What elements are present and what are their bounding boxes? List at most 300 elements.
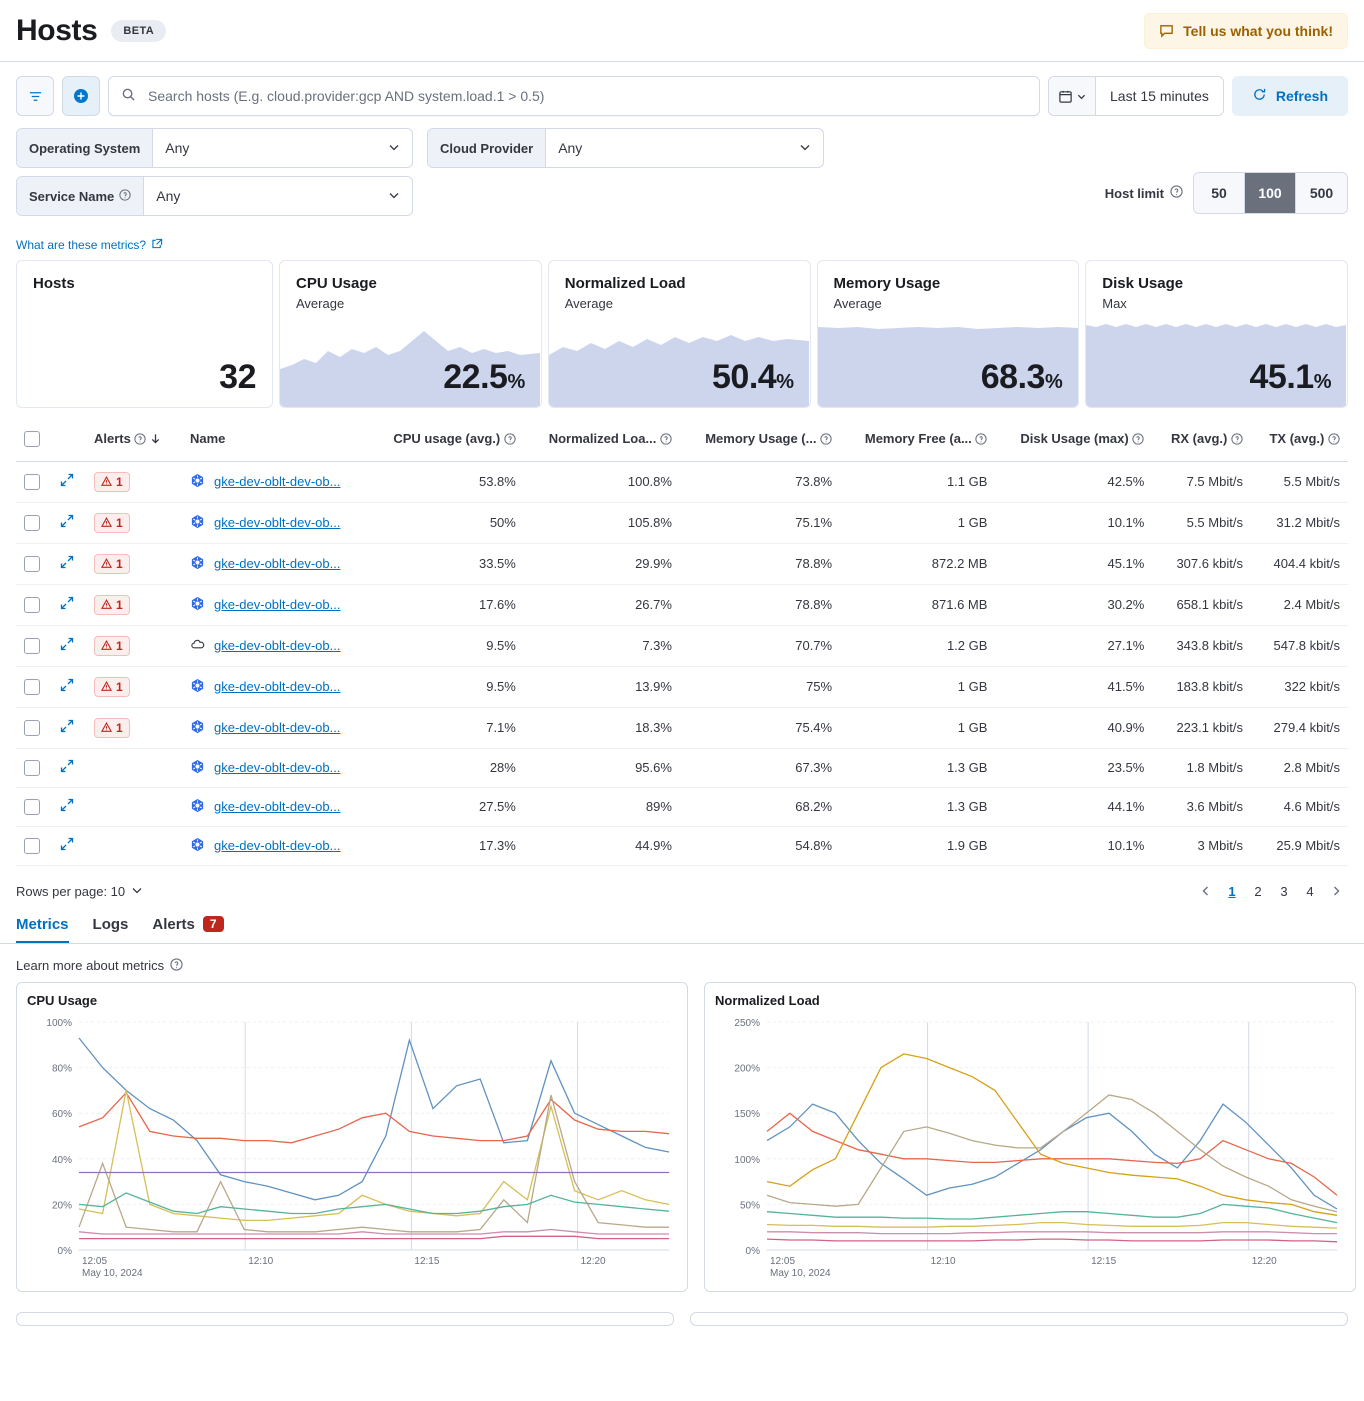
chart-card-placeholder-right bbox=[690, 1312, 1348, 1326]
svg-text:80%: 80% bbox=[51, 1063, 72, 1075]
chevron-down-icon bbox=[131, 884, 143, 899]
tab-alerts[interactable] bbox=[152, 916, 223, 943]
row-checkbox[interactable] bbox=[24, 799, 40, 815]
table-row[interactable] bbox=[16, 826, 1348, 865]
host-limit-options[interactable] bbox=[1193, 172, 1348, 214]
row-select-cell[interactable] bbox=[16, 502, 52, 543]
svg-text:50%: 50% bbox=[739, 1199, 760, 1211]
row-memory-free-cell: 1 GB bbox=[840, 707, 995, 748]
row-name-cell[interactable] bbox=[182, 707, 369, 748]
row-disk-cell: 42.5% bbox=[995, 461, 1152, 502]
col-cpu[interactable] bbox=[369, 422, 524, 461]
host-limit-label bbox=[1105, 185, 1183, 201]
row-disk-cell: 44.1% bbox=[995, 787, 1152, 826]
expand-icon[interactable] bbox=[60, 637, 74, 651]
kubernetes-icon bbox=[190, 473, 205, 491]
kubernetes-icon bbox=[190, 555, 205, 573]
row-name-cell[interactable] bbox=[182, 748, 369, 787]
page-2[interactable]: 2 bbox=[1254, 884, 1262, 900]
row-expand-cell[interactable] bbox=[52, 826, 86, 865]
kpi-memory-title: Memory Usage bbox=[833, 275, 941, 292]
col-memory-free-label: Memory Free (a... bbox=[864, 430, 972, 446]
kubernetes-icon bbox=[190, 678, 205, 696]
col-load-label: Normalized Loa... bbox=[548, 430, 657, 446]
row-disk-cell: 40.9% bbox=[995, 707, 1152, 748]
row-load-cell: 13.9% bbox=[524, 666, 680, 707]
row-memory-cell: 67.3% bbox=[680, 748, 840, 787]
svg-text:0%: 0% bbox=[745, 1245, 760, 1257]
alert-badge[interactable]: 1 bbox=[94, 513, 130, 533]
row-memory-cell: 54.8% bbox=[680, 826, 840, 865]
expand-icon[interactable] bbox=[60, 473, 74, 487]
row-cpu-cell: 17.6% bbox=[369, 584, 524, 625]
host-name-link[interactable]: gke-dev-oblt-dev-ob... bbox=[214, 597, 341, 613]
row-alerts-cell bbox=[86, 584, 182, 625]
row-cpu-cell: 7.1% bbox=[369, 707, 524, 748]
expand-icon[interactable] bbox=[60, 759, 74, 773]
filters-bar bbox=[0, 116, 1364, 216]
col-disk[interactable] bbox=[995, 422, 1152, 461]
search-icon bbox=[121, 87, 136, 105]
row-checkbox[interactable] bbox=[24, 838, 40, 854]
kpi-cpu-title: CPU Usage bbox=[296, 275, 377, 292]
kpi-load-unit: % bbox=[776, 371, 794, 393]
date-range-label[interactable]: Last 15 minutes bbox=[1110, 88, 1209, 104]
kubernetes-icon bbox=[190, 596, 205, 614]
row-name-cell[interactable] bbox=[182, 584, 369, 625]
row-cpu-cell: 9.5% bbox=[369, 666, 524, 707]
row-alerts-cell bbox=[86, 826, 182, 865]
row-alerts-cell bbox=[86, 787, 182, 826]
expand-icon[interactable] bbox=[60, 678, 74, 692]
row-expand-cell[interactable] bbox=[52, 461, 86, 502]
svg-text:150%: 150% bbox=[734, 1108, 760, 1120]
row-load-cell: 100.8% bbox=[524, 461, 680, 502]
kpi-disk-usage bbox=[1085, 260, 1348, 408]
row-checkbox[interactable] bbox=[24, 597, 40, 613]
add-filter-button[interactable] bbox=[62, 76, 100, 116]
host-limit-control bbox=[1105, 172, 1348, 214]
host-name-link[interactable]: gke-dev-oblt-dev-ob... bbox=[214, 720, 341, 736]
expand-icon[interactable] bbox=[60, 596, 74, 610]
svg-text:12:15: 12:15 bbox=[1091, 1255, 1117, 1267]
row-select-cell[interactable] bbox=[16, 787, 52, 826]
tab-metrics-label: Metrics bbox=[16, 915, 69, 933]
row-alerts-cell bbox=[86, 707, 182, 748]
row-disk-cell: 27.1% bbox=[995, 625, 1152, 666]
row-checkbox[interactable] bbox=[24, 679, 40, 695]
kpi-cpu-usage bbox=[279, 260, 542, 408]
row-select-cell[interactable] bbox=[16, 826, 52, 865]
chevron-down-icon bbox=[799, 140, 811, 156]
kubernetes-icon bbox=[190, 837, 205, 855]
row-name-cell[interactable] bbox=[182, 787, 369, 826]
chart-normalized-load[interactable] bbox=[704, 982, 1356, 1292]
svg-text:60%: 60% bbox=[51, 1108, 72, 1120]
chevron-down-icon bbox=[1077, 92, 1086, 101]
row-load-cell: 89% bbox=[524, 787, 680, 826]
search-box[interactable] bbox=[108, 76, 1040, 116]
row-alerts-cell bbox=[86, 666, 182, 707]
host-limit-text: Host limit bbox=[1104, 185, 1164, 201]
row-disk-cell: 10.1% bbox=[995, 502, 1152, 543]
col-rx-label: RX (avg.) bbox=[1170, 430, 1228, 446]
row-alerts-cell bbox=[86, 748, 182, 787]
col-load[interactable] bbox=[524, 422, 680, 461]
chart-cpu-title: CPU Usage bbox=[27, 992, 98, 1008]
row-tx-cell: 547.8 kbit/s bbox=[1251, 625, 1348, 666]
kpi-cpu-number: 22.5 bbox=[443, 358, 508, 396]
row-load-cell: 7.3% bbox=[524, 625, 680, 666]
row-checkbox[interactable] bbox=[24, 474, 40, 490]
row-rx-cell: 3.6 Mbit/s bbox=[1152, 787, 1251, 826]
row-memory-cell: 68.2% bbox=[680, 787, 840, 826]
alert-badge[interactable]: 1 bbox=[94, 554, 130, 574]
kpi-disk-sub: Max bbox=[1102, 296, 1127, 311]
table-row[interactable] bbox=[16, 584, 1348, 625]
kpi-disk-title: Disk Usage bbox=[1102, 275, 1184, 292]
beta-badge: BETA bbox=[111, 20, 166, 42]
col-memory-free[interactable] bbox=[840, 422, 995, 461]
kubernetes-icon bbox=[190, 759, 205, 777]
row-rx-cell: 223.1 kbit/s bbox=[1152, 707, 1251, 748]
help-icon[interactable] bbox=[1328, 431, 1340, 446]
row-expand-cell[interactable] bbox=[52, 666, 86, 707]
charts-row bbox=[0, 974, 1364, 1292]
row-rx-cell: 343.8 kbit/s bbox=[1152, 625, 1251, 666]
refresh-button[interactable] bbox=[1232, 76, 1348, 116]
row-select-cell[interactable] bbox=[16, 748, 52, 787]
help-icon[interactable] bbox=[1132, 431, 1144, 446]
row-memory-free-cell: 1.2 GB bbox=[840, 625, 995, 666]
row-rx-cell: 658.1 kbit/s bbox=[1152, 584, 1251, 625]
alert-badge[interactable]: 1 bbox=[94, 718, 130, 738]
row-name-cell[interactable] bbox=[182, 543, 369, 584]
chart-cpu-usage[interactable] bbox=[16, 982, 688, 1292]
host-name-link[interactable]: gke-dev-oblt-dev-ob... bbox=[214, 515, 341, 531]
svg-text:May 10, 2024: May 10, 2024 bbox=[770, 1267, 831, 1279]
help-icon[interactable] bbox=[660, 431, 672, 446]
kpi-load-sub: Average bbox=[564, 296, 613, 311]
page-1[interactable]: 1 bbox=[1228, 884, 1236, 900]
tab-logs[interactable] bbox=[93, 916, 129, 943]
row-memory-cell: 75.1% bbox=[680, 502, 840, 543]
comment-icon bbox=[1159, 23, 1174, 38]
host-name-link[interactable]: gke-dev-oblt-dev-ob... bbox=[214, 556, 341, 572]
row-checkbox[interactable] bbox=[24, 638, 40, 654]
row-memory-cell: 78.8% bbox=[680, 584, 840, 625]
refresh-label: Refresh bbox=[1275, 88, 1328, 104]
col-alerts[interactable] bbox=[86, 422, 182, 461]
search-input[interactable] bbox=[146, 87, 1027, 105]
row-select-cell[interactable] bbox=[16, 707, 52, 748]
row-rx-cell: 183.8 kbit/s bbox=[1152, 666, 1251, 707]
row-expand-cell[interactable] bbox=[52, 707, 86, 748]
row-select-cell[interactable] bbox=[16, 666, 52, 707]
col-memory[interactable] bbox=[680, 422, 840, 461]
filter-service-label bbox=[17, 177, 144, 215]
row-disk-cell: 30.2% bbox=[995, 584, 1152, 625]
table-row[interactable] bbox=[16, 461, 1348, 502]
filter-list-button[interactable] bbox=[16, 76, 54, 116]
table-row[interactable] bbox=[16, 502, 1348, 543]
expand-icon[interactable] bbox=[60, 555, 74, 569]
kpi-memory-sub: Average bbox=[833, 296, 882, 311]
row-select-cell[interactable] bbox=[16, 461, 52, 502]
row-tx-cell: 404.4 kbit/s bbox=[1251, 543, 1348, 584]
kpi-hosts bbox=[16, 260, 273, 408]
hosts-table bbox=[16, 422, 1348, 866]
row-checkbox[interactable] bbox=[24, 556, 40, 572]
row-alerts-cell bbox=[86, 502, 182, 543]
chevron-down-icon bbox=[388, 188, 400, 204]
row-memory-cell: 75.4% bbox=[680, 707, 840, 748]
learn-more-about-metrics[interactable] bbox=[0, 944, 1364, 974]
row-memory-free-cell: 871.6 MB bbox=[840, 584, 995, 625]
help-icon[interactable] bbox=[1170, 185, 1183, 201]
chevron-down-icon bbox=[388, 140, 400, 156]
filter-cloud-provider[interactable] bbox=[427, 128, 824, 168]
expand-icon[interactable] bbox=[60, 719, 74, 733]
kpi-cpu-sub: Average bbox=[296, 296, 345, 311]
col-tx[interactable] bbox=[1251, 422, 1348, 461]
select-all-header bbox=[16, 422, 52, 461]
learn-more-label: Learn more about metrics bbox=[16, 958, 165, 974]
row-select-cell[interactable] bbox=[16, 543, 52, 584]
table-row[interactable] bbox=[16, 787, 1348, 826]
row-load-cell: 105.8% bbox=[524, 502, 680, 543]
row-cpu-cell: 50% bbox=[369, 502, 524, 543]
col-name[interactable] bbox=[182, 422, 369, 461]
expand-header bbox=[52, 422, 86, 461]
svg-text:40%: 40% bbox=[51, 1154, 72, 1166]
table-body bbox=[16, 461, 1348, 865]
kpi-load-title: Normalized Load bbox=[564, 275, 686, 292]
row-disk-cell: 10.1% bbox=[995, 826, 1152, 865]
search-toolbar bbox=[0, 62, 1364, 116]
row-select-cell[interactable] bbox=[16, 584, 52, 625]
rows-per-page-button[interactable] bbox=[16, 884, 143, 899]
row-tx-cell: 322 kbit/s bbox=[1251, 666, 1348, 707]
page-header bbox=[0, 0, 1364, 62]
filter-service-name[interactable] bbox=[16, 176, 413, 216]
row-load-cell: 44.9% bbox=[524, 826, 680, 865]
svg-text:12:15: 12:15 bbox=[414, 1255, 440, 1267]
host-limit-50[interactable]: 50 bbox=[1194, 173, 1245, 213]
calendar-button[interactable] bbox=[1049, 77, 1096, 115]
help-icon[interactable] bbox=[1231, 431, 1243, 446]
row-memory-free-cell: 872.2 MB bbox=[840, 543, 995, 584]
cloud-icon bbox=[190, 637, 205, 655]
rows-per-page-label: Rows per page: 10 bbox=[16, 884, 126, 900]
table-row[interactable] bbox=[16, 666, 1348, 707]
row-memory-free-cell: 1.1 GB bbox=[840, 461, 995, 502]
chart-load-svg bbox=[715, 1012, 1345, 1290]
alert-badge[interactable]: 1 bbox=[94, 595, 130, 615]
row-expand-cell[interactable] bbox=[52, 502, 86, 543]
help-icon[interactable] bbox=[134, 431, 150, 446]
row-cpu-cell: 17.3% bbox=[369, 826, 524, 865]
kubernetes-icon bbox=[190, 798, 205, 816]
host-name-link[interactable]: gke-dev-oblt-dev-ob... bbox=[214, 638, 341, 654]
expand-icon[interactable] bbox=[60, 798, 74, 812]
pagination-row bbox=[0, 866, 1364, 904]
row-memory-cell: 78.8% bbox=[680, 543, 840, 584]
page-4[interactable]: 4 bbox=[1306, 884, 1314, 900]
next-page-button[interactable] bbox=[1324, 884, 1348, 900]
row-checkbox[interactable] bbox=[24, 760, 40, 776]
row-tx-cell: 2.4 Mbit/s bbox=[1251, 584, 1348, 625]
row-name-cell[interactable] bbox=[182, 625, 369, 666]
kpi-disk-unit: % bbox=[1313, 371, 1331, 393]
row-checkbox[interactable] bbox=[24, 720, 40, 736]
what-are-these-metrics-link[interactable] bbox=[0, 224, 1364, 252]
feedback-button[interactable] bbox=[1144, 13, 1348, 49]
expand-icon[interactable] bbox=[60, 514, 74, 528]
kpi-cpu-unit: % bbox=[507, 371, 525, 393]
row-memory-cell: 70.7% bbox=[680, 625, 840, 666]
help-icon[interactable] bbox=[170, 958, 183, 974]
table-row[interactable] bbox=[16, 625, 1348, 666]
row-rx-cell: 7.5 Mbit/s bbox=[1152, 461, 1251, 502]
row-disk-cell: 45.1% bbox=[995, 543, 1152, 584]
tab-metrics[interactable] bbox=[16, 916, 69, 943]
alert-badge[interactable]: 1 bbox=[94, 636, 130, 656]
tab-logs-label: Logs bbox=[92, 915, 129, 933]
kpi-memory-value bbox=[981, 358, 1062, 397]
filter-cloud-value: Any bbox=[558, 140, 583, 156]
detail-tabs bbox=[0, 904, 1364, 944]
help-icon[interactable] bbox=[504, 431, 516, 446]
row-name-cell[interactable] bbox=[182, 826, 369, 865]
row-load-cell: 18.3% bbox=[524, 707, 680, 748]
svg-text:250%: 250% bbox=[734, 1017, 760, 1029]
filter-cloud-select[interactable] bbox=[546, 129, 823, 167]
filter-os-select[interactable] bbox=[153, 129, 412, 167]
host-name-link[interactable]: gke-dev-oblt-dev-ob... bbox=[214, 838, 341, 854]
col-tx-label: TX (avg.) bbox=[1269, 430, 1325, 446]
metrics-link-label: What are these metrics? bbox=[16, 238, 147, 252]
host-name-link[interactable]: gke-dev-oblt-dev-ob... bbox=[214, 679, 341, 695]
chart-load-title: Normalized Load bbox=[715, 992, 820, 1008]
kpi-normalized-load bbox=[548, 260, 811, 408]
svg-text:12:10: 12:10 bbox=[248, 1255, 274, 1267]
kpi-memory-unit: % bbox=[1044, 371, 1063, 393]
table-row[interactable] bbox=[16, 748, 1348, 787]
row-alerts-cell bbox=[86, 625, 182, 666]
expand-icon[interactable] bbox=[60, 837, 74, 851]
tab-alerts-count: 7 bbox=[203, 916, 224, 932]
filter-cloud-label: Cloud Provider bbox=[428, 129, 546, 167]
help-icon[interactable] bbox=[119, 189, 131, 204]
row-expand-cell[interactable] bbox=[52, 543, 86, 584]
svg-text:12:20: 12:20 bbox=[1251, 1255, 1277, 1267]
row-alerts-cell bbox=[86, 461, 182, 502]
svg-text:20%: 20% bbox=[51, 1199, 72, 1211]
filter-operating-system[interactable] bbox=[16, 128, 413, 168]
kpi-load-value bbox=[712, 358, 793, 397]
row-tx-cell: 279.4 kbit/s bbox=[1251, 707, 1348, 748]
help-icon[interactable] bbox=[820, 431, 832, 446]
row-name-cell[interactable] bbox=[182, 666, 369, 707]
row-rx-cell: 5.5 Mbit/s bbox=[1152, 502, 1251, 543]
row-memory-free-cell: 1.3 GB bbox=[840, 748, 995, 787]
kpi-hosts-value bbox=[219, 358, 256, 397]
prev-page-button[interactable] bbox=[1194, 884, 1218, 900]
row-memory-free-cell: 1 GB bbox=[840, 502, 995, 543]
row-select-cell[interactable] bbox=[16, 625, 52, 666]
row-expand-cell[interactable] bbox=[52, 584, 86, 625]
kpi-cpu-value bbox=[443, 358, 524, 397]
row-memory-cell: 73.8% bbox=[680, 461, 840, 502]
col-rx[interactable] bbox=[1152, 422, 1251, 461]
select-all-checkbox[interactable] bbox=[24, 431, 40, 447]
hosts-table-wrap bbox=[0, 408, 1364, 866]
alert-badge[interactable]: 1 bbox=[94, 472, 130, 492]
help-icon[interactable] bbox=[975, 431, 987, 446]
row-tx-cell: 25.9 Mbit/s bbox=[1251, 826, 1348, 865]
svg-text:12:05: 12:05 bbox=[82, 1255, 108, 1267]
row-name-cell[interactable] bbox=[182, 502, 369, 543]
kpi-memory-number: 68.3 bbox=[980, 358, 1045, 396]
host-limit-100[interactable]: 100 bbox=[1245, 173, 1296, 213]
row-cpu-cell: 9.5% bbox=[369, 625, 524, 666]
kubernetes-icon bbox=[190, 514, 205, 532]
table-row[interactable] bbox=[16, 707, 1348, 748]
host-name-link[interactable]: gke-dev-oblt-dev-ob... bbox=[214, 474, 341, 490]
col-name-label: Name bbox=[190, 430, 226, 446]
kpi-memory-usage bbox=[817, 260, 1080, 408]
row-memory-cell: 75% bbox=[680, 666, 840, 707]
row-name-cell[interactable] bbox=[182, 461, 369, 502]
date-picker[interactable] bbox=[1048, 76, 1224, 116]
row-expand-cell[interactable] bbox=[52, 625, 86, 666]
row-tx-cell: 5.5 Mbit/s bbox=[1251, 461, 1348, 502]
filter-service-value: Any bbox=[156, 188, 181, 204]
page-3[interactable]: 3 bbox=[1280, 884, 1288, 900]
filter-service-select[interactable] bbox=[144, 177, 412, 215]
kubernetes-icon bbox=[190, 719, 205, 737]
alert-badge[interactable]: 1 bbox=[94, 677, 130, 697]
row-load-cell: 26.7% bbox=[524, 584, 680, 625]
col-alerts-label: Alerts bbox=[94, 430, 131, 446]
col-memory-label: Memory Usage (... bbox=[705, 430, 817, 446]
row-memory-free-cell: 1 GB bbox=[840, 666, 995, 707]
row-cpu-cell: 53.8% bbox=[369, 461, 524, 502]
host-limit-500[interactable]: 500 bbox=[1296, 173, 1347, 213]
filter-os-value: Any bbox=[165, 140, 190, 156]
host-name-link[interactable]: gke-dev-oblt-dev-ob... bbox=[214, 799, 341, 815]
col-disk-label: Disk Usage (max) bbox=[1020, 430, 1129, 446]
charts-row-next bbox=[0, 1304, 1364, 1326]
row-disk-cell: 23.5% bbox=[995, 748, 1152, 787]
table-row[interactable] bbox=[16, 543, 1348, 584]
row-expand-cell[interactable] bbox=[52, 787, 86, 826]
row-cpu-cell: 33.5% bbox=[369, 543, 524, 584]
svg-text:12:20: 12:20 bbox=[580, 1255, 606, 1267]
row-checkbox[interactable] bbox=[24, 515, 40, 531]
row-tx-cell: 2.8 Mbit/s bbox=[1251, 748, 1348, 787]
row-tx-cell: 31.2 Mbit/s bbox=[1251, 502, 1348, 543]
filter-os-label: Operating System bbox=[17, 129, 153, 167]
row-expand-cell[interactable] bbox=[52, 748, 86, 787]
sort-desc-icon[interactable] bbox=[150, 431, 161, 446]
row-load-cell: 29.9% bbox=[524, 543, 680, 584]
host-name-link[interactable]: gke-dev-oblt-dev-ob... bbox=[214, 760, 341, 776]
external-link-icon bbox=[152, 238, 163, 252]
row-cpu-cell: 28% bbox=[369, 748, 524, 787]
svg-text:12:05: 12:05 bbox=[770, 1255, 796, 1267]
